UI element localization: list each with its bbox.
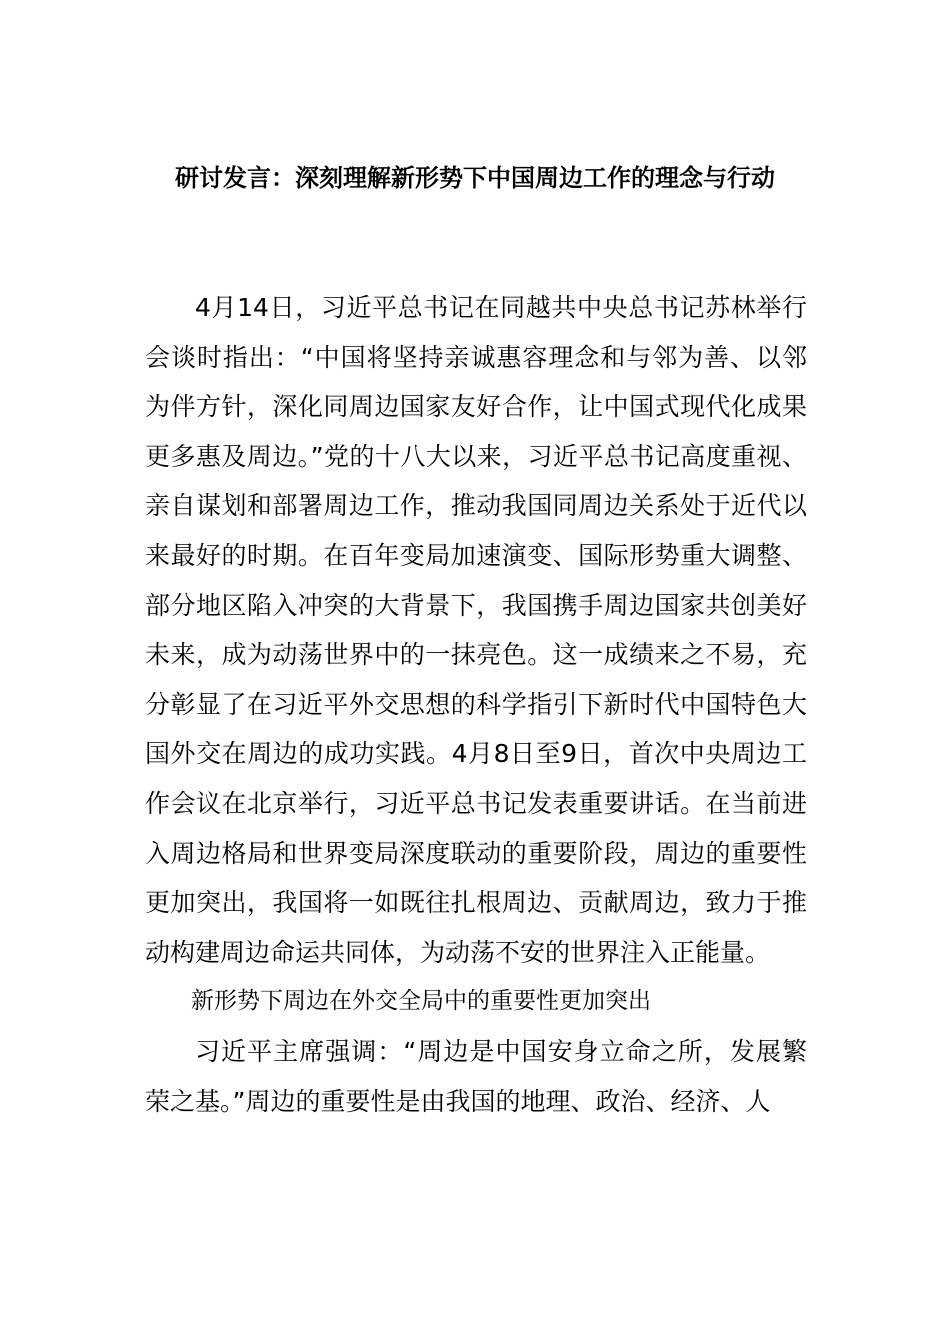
document-body	[145, 283, 807, 1126]
document-title: 研讨发言：深刻理解新形势下中国周边工作的理念与行动	[175, 164, 775, 192]
paragraph-section-start: 习近平主席强调：“周边是中国安身立命之所，发展繁荣之基。”周边的重要性是由我国的地理、政治、经济、人	[145, 1036, 807, 1116]
paragraph-intro: 4月14日，习近平总书记在同越共中央总书记苏林举行会谈时指出：“中国将坚持亲诚惠容理念和与邻为善、以邻为伴方针，深化同周边国家友好合作，让中国式现代化成果更多惠及周边。”党的十八大以来，习近平总书记高度重视、亲自谋划和部署周边工作，推动我国同周边关系处于近代以来最好的时期。在百年变局加速演变、国际形势重大调整、部分地区陷入冲突的大背景下，我国携手周边国家共创美好未来，成为动荡世界中的一抹亮色。这一成绩来之不易，充分彰显了在习近平外交思想的科学指引下新时代中国特色大国外交在周边的成功实践。4月8日至9日，首次中央周边工作会议在北京举行，习近平总书记发表重要讲话。在当前进入周边格局和世界变局深度联动的重要阶段，周边的重要性更加突出，我国将一如既往扎根周边、贡献周边，致力于推动构建周边命运共同体，为动荡不安的世界注入正能量。	[145, 293, 807, 967]
section-heading: 新形势下周边在外交全局中的重要性更加突出	[191, 988, 651, 1015]
